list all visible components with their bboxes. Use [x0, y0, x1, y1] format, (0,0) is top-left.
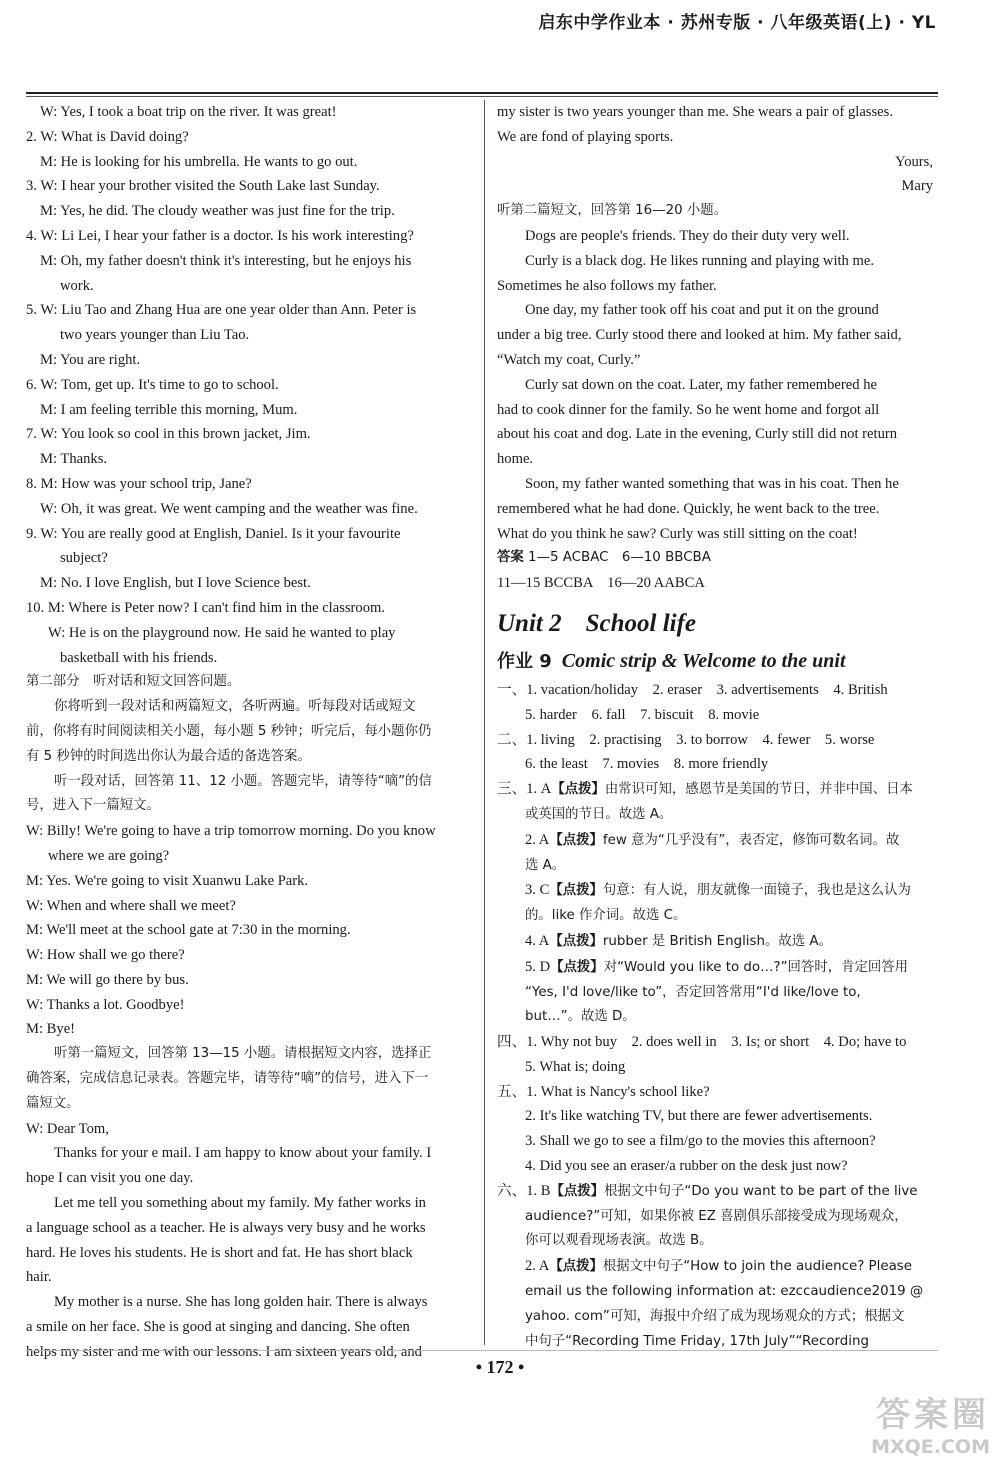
- unit-title: [497, 604, 939, 644]
- line-text: Sometimes he also follows my father.: [497, 277, 717, 294]
- answer-line: [497, 1179, 939, 1205]
- unit-name: School life: [585, 609, 697, 637]
- answer-line: [497, 878, 939, 904]
- text-line: [26, 596, 471, 621]
- line-text: Soon, my father wanted something that was in his coat. Then he: [525, 475, 899, 492]
- hint-tag: 【点拨】: [551, 782, 605, 798]
- answer-line: [497, 1229, 939, 1254]
- answer-line: [497, 1055, 939, 1080]
- line-text: M: Yes, he did. The cloudy weather was just fine for the trip.: [40, 203, 395, 220]
- text-line: [497, 274, 939, 299]
- watermark: [790, 1395, 990, 1467]
- hint-tag: 【点拨】: [550, 959, 604, 975]
- line-text: Curly sat down on the coat. Later, my father remembered he: [525, 376, 877, 393]
- line-text: subject?: [60, 550, 108, 567]
- line-text: 根据文中句子“Do you want to be part of the live: [604, 1183, 918, 1199]
- text-line: [26, 695, 471, 720]
- line-text: 听第一篇短文，回答第 13—15 小题。请根据短文内容，选择正: [54, 1046, 432, 1062]
- answer-line: [497, 854, 939, 879]
- line-text: 根据文中句子“How to join the audience? Please: [602, 1259, 913, 1275]
- answer-line-2: 11—15 BCCBA 16—20 AABCA: [497, 575, 705, 592]
- line-text: 号，进入下一篇短文。: [26, 798, 160, 814]
- right-column-passage: [497, 100, 939, 546]
- text-line: [26, 720, 471, 745]
- line-text: 2. It's like watching TV, but there are fewer advertisements.: [525, 1108, 873, 1125]
- line-text: W: Oh, it was great. We went camping and the weather was fine.: [40, 500, 418, 517]
- item-number: 3. C: [525, 882, 550, 899]
- line-text: M: We will go there by bus.: [26, 971, 189, 988]
- text-line: [26, 1241, 471, 1266]
- line-text: My mother is a nurse. She has long golden hair. There is always: [54, 1294, 428, 1311]
- text-line: [26, 497, 471, 522]
- line-text: two years younger than Liu Tao.: [60, 327, 250, 344]
- line-text: 3. Shall we go to see a film/go to the movies this afternoon?: [525, 1133, 876, 1150]
- line-text: W: Thanks a lot. Goodbye!: [26, 996, 185, 1013]
- line-text: 五、1. What is Nancy's school like?: [497, 1083, 710, 1100]
- text-line: [26, 571, 471, 596]
- text-line: [497, 224, 939, 249]
- line-text: What do you think he saw? Curly was still sitting on the coat!: [497, 525, 858, 542]
- text-line: [497, 199, 939, 224]
- line-text: hope I can visit you one day.: [26, 1170, 194, 1187]
- hint-tag: 【点拨】: [549, 1259, 603, 1275]
- line-text: 5. What is; doing: [525, 1058, 626, 1075]
- text-line: [26, 794, 471, 819]
- line-text: M: We'll meet at the school gate at 7:30 in the morning.: [26, 922, 351, 939]
- item-number: 2. A: [525, 1258, 550, 1275]
- line-text: M: I am feeling terrible this morning, Mum.: [40, 401, 298, 418]
- answer-line: [497, 1104, 939, 1129]
- line-text: We are fond of playing sports.: [497, 128, 674, 145]
- text-line: [26, 621, 471, 646]
- line-text: 二、1. living 2. practising 3. to borrow 4. fewer 5. worse: [497, 731, 875, 748]
- line-text: 6. W: Tom, get up. It's time to go to school.: [26, 376, 279, 393]
- line-text: W: Dear Tom,: [26, 1120, 109, 1137]
- line-text: helps my sister and me with our lessons. I am sixteen years old, and: [26, 1343, 422, 1360]
- text-line: [26, 844, 471, 869]
- text-line: [26, 447, 471, 472]
- line-text: Thanks for your e mail. I am happy to know about your family. I: [54, 1145, 432, 1162]
- answer-line: [497, 803, 939, 828]
- text-line: [26, 745, 471, 770]
- line-text: 8. M: How was your school trip, Jane?: [26, 475, 252, 492]
- line-text: 10. M: Where is Peter now? I can't find him in the classroom.: [26, 599, 386, 616]
- answer-line: [497, 1129, 939, 1154]
- text-line: [26, 100, 471, 125]
- text-line: [26, 298, 471, 323]
- text-line: [497, 298, 939, 323]
- line-text: M: You are right.: [40, 351, 141, 368]
- line-text: “Yes, I'd love/like to”，否定回答常用“I'd like/love to,: [525, 984, 861, 1000]
- line-text: email us the following information at: ezccaudience2019 @: [525, 1284, 924, 1300]
- text-line: [26, 993, 471, 1018]
- page-number: • 172 •: [475, 1357, 525, 1377]
- text-line: [26, 894, 471, 919]
- text-line: [497, 497, 939, 522]
- answer-line: [497, 981, 939, 1006]
- page-header: 启东中学作业本 · 苏州专版 · 八年级英语(上) · YL: [538, 13, 936, 33]
- line-text: hair.: [26, 1269, 52, 1286]
- header-rule-thin: [26, 96, 938, 97]
- line-text: 4. Did you see an eraser/a rubber on the desk just now?: [525, 1158, 848, 1175]
- line-text: 有 5 秒钟的时间选出你认为最合适的备选答案。: [26, 748, 311, 764]
- line-text: One day, my father took off his coat and put it on the ground: [525, 302, 879, 319]
- text-line: [26, 1216, 471, 1241]
- line-text: 中句子“Recording Time Friday, 17th July”“Recording: [525, 1333, 870, 1349]
- text-line: [26, 199, 471, 224]
- line-text: rubber 是 British English。故选 A。: [602, 933, 832, 949]
- answer-line: [497, 1030, 939, 1055]
- answer-text-1: 1—5 ACBAC 6—10 BBCBA: [528, 550, 711, 566]
- line-text: 篇短文。: [26, 1095, 80, 1111]
- line-text: Yours,: [895, 153, 933, 170]
- line-text: “Watch my coat, Curly.”: [497, 351, 641, 368]
- homework-label: 作业 9: [497, 650, 552, 672]
- answer-key: [497, 678, 939, 1355]
- text-line: [26, 819, 471, 844]
- answer-line: [497, 904, 939, 929]
- line-text: 5. W: Liu Tao and Zhang Hua are one year older than Ann. Peter is: [26, 302, 417, 319]
- text-line: [26, 869, 471, 894]
- line-text: W: Yes, I took a boat trip on the river. It was great!: [40, 104, 337, 120]
- answer-line: [497, 1280, 939, 1305]
- answer-line: [497, 929, 939, 955]
- line-text: 前，你将有时间阅读相关小题，每小题 5 秒钟；听完后，每小题你仍: [26, 723, 432, 739]
- line-text: where we are going?: [48, 847, 170, 864]
- text-line: [26, 1191, 471, 1216]
- text-line: [26, 1092, 471, 1117]
- text-line: [26, 1166, 471, 1191]
- answer-line: [497, 955, 939, 981]
- line-text: M: No. I love English, but I love Science best.: [40, 575, 311, 592]
- header-rule: [26, 92, 938, 94]
- hint-tag: 【点拨】: [550, 1183, 605, 1199]
- line-text: under a big tree. Curly stood there and looked at him. My father said,: [497, 327, 902, 344]
- line-text: 一、1. vacation/holiday 2. eraser 3. advertisements 4. British: [497, 681, 888, 698]
- line-text: a smile on her face. She is good at singing and dancing. She often: [26, 1319, 410, 1336]
- item-number: 2. A: [525, 831, 550, 848]
- answer-line-1: [497, 546, 939, 571]
- right-column: [497, 100, 939, 1354]
- hint-tag: 【点拨】: [549, 883, 603, 899]
- text-line: [497, 447, 939, 472]
- text-line: [497, 522, 939, 547]
- text-line: [26, 472, 471, 497]
- line-text: 或英国的节日。故选 A。: [525, 806, 673, 822]
- text-line: [26, 249, 471, 274]
- line-text: 第二部分 听对话和短文回答问题。: [26, 674, 241, 690]
- text-line: [26, 398, 471, 423]
- line-text: work.: [60, 277, 94, 294]
- line-text: 对“Would you like to do…?”回答时，肯定回答用: [603, 959, 909, 975]
- answer-line: [497, 1080, 939, 1105]
- line-text: 确答案，完成信息记录表。答题完毕，请等待“嘀”的信号，进入下一: [26, 1071, 429, 1087]
- line-text: W: Billy! We're going to have a trip tomorrow morning. Do you know: [26, 823, 436, 840]
- text-line: [497, 174, 939, 199]
- line-text: hard. He loves his students. He is short and fat. He has short black: [26, 1244, 413, 1261]
- answer-line: [497, 678, 939, 703]
- answer-line: [497, 1254, 939, 1280]
- text-line: [497, 125, 939, 150]
- text-line: [26, 1141, 471, 1166]
- hint-tag: 【点拨】: [549, 933, 603, 949]
- line-text: had to cook dinner for the family. So he went home and forgot all: [497, 401, 880, 418]
- text-line: [26, 323, 471, 348]
- line-text: 2. W: What is David doing?: [26, 128, 189, 145]
- text-line: [26, 224, 471, 249]
- line-text: 9. W: You are really good at English, Daniel. Is it your favourite: [26, 525, 401, 542]
- line-text: 听一段对话，回答第 11、12 小题。答题完毕，请等待“嘀”的信: [54, 773, 432, 789]
- line-text: Mary: [901, 178, 933, 195]
- line-text: few 意为“几乎没有”，表否定，修饰可数名词。故: [602, 832, 900, 848]
- line-text: 你将听到一段对话和两篇短文，各听两遍。听每段对话或短文: [54, 699, 416, 715]
- item-number: 5. D: [525, 958, 551, 975]
- line-text: 句意：有人说，朋友就像一面镜子，我也是这么认为: [602, 883, 911, 899]
- line-text: audience?”可知，如果你被 EZ 喜剧俱乐部接受成为现场观众，: [525, 1208, 908, 1224]
- line-text: 由常识可知，感恩节是美国的节日，并非中国、日本: [604, 782, 913, 798]
- line-text: M: Thanks.: [40, 451, 108, 468]
- line-text: 听第二篇短文，回答第 16—20 小题。: [497, 203, 728, 219]
- line-text: 3. W: I hear your brother visited the South Lake last Sunday.: [26, 178, 380, 195]
- text-line: [26, 422, 471, 447]
- text-line: [26, 373, 471, 398]
- answer-line: [497, 728, 939, 753]
- line-text: my sister is two years younger than me. She wears a pair of glasses.: [497, 104, 893, 120]
- column-divider: [484, 100, 485, 1345]
- text-line: [497, 150, 939, 175]
- left-column: [26, 100, 471, 1365]
- homework-title: [497, 644, 939, 678]
- text-line: [497, 249, 939, 274]
- answer-line: [497, 1205, 939, 1230]
- line-text: about his coat and dog. Late in the evening, Curly still did not return: [497, 426, 898, 443]
- text-line: [26, 1017, 471, 1042]
- text-line: [26, 770, 471, 795]
- answer-line: [497, 828, 939, 854]
- answer-line: [497, 703, 939, 728]
- text-line: [26, 1315, 471, 1340]
- footer-rule: [26, 1350, 938, 1351]
- line-text: remembered what he had done. Quickly, he went back to the tree.: [497, 500, 880, 517]
- line-text: a language school as a teacher. He is always very busy and he works: [26, 1219, 426, 1236]
- text-line: [497, 398, 939, 423]
- text-line: [26, 125, 471, 150]
- text-line: [26, 918, 471, 943]
- item-number: 六、1. B: [497, 1182, 551, 1199]
- text-line: [26, 1067, 471, 1092]
- line-text: 选 A。: [525, 857, 566, 873]
- line-text: M: Bye!: [26, 1021, 76, 1038]
- answer-line: [497, 752, 939, 777]
- text-line: [497, 472, 939, 497]
- text-line: [26, 274, 471, 299]
- text-line: [26, 546, 471, 571]
- line-text: 4. W: Li Lei, I hear your father is a doctor. Is his work interesting?: [26, 227, 414, 244]
- watermark-url: MXQE.COM: [871, 1436, 990, 1458]
- text-line: [26, 1290, 471, 1315]
- answer-line: [497, 1154, 939, 1179]
- item-number: 三、1. A: [497, 781, 552, 798]
- answer-line: [497, 1005, 939, 1030]
- hint-tag: 【点拨】: [549, 832, 603, 848]
- text-line: [26, 1042, 471, 1067]
- line-text: home.: [497, 451, 534, 468]
- line-text: 的。like 作介词。故选 C。: [525, 908, 687, 924]
- homework-name: Comic strip & Welcome to the unit: [561, 649, 846, 672]
- watermark-logo: 答案圈: [876, 1395, 990, 1435]
- line-text: M: Oh, my father doesn't think it's interesting, but he enjoys his: [40, 252, 412, 269]
- text-line: [497, 422, 939, 447]
- text-line: [497, 323, 939, 348]
- answer-line: [497, 777, 939, 803]
- line-text: Dogs are people's friends. They do their duty very well.: [525, 227, 850, 244]
- text-line: [26, 670, 471, 695]
- text-line: [26, 646, 471, 671]
- line-text: 四、1. Why not buy 2. does well in 3. Is; or short 4. Do; have to: [497, 1034, 907, 1051]
- line-text: W: How shall we go there?: [26, 947, 185, 964]
- text-line: [26, 943, 471, 968]
- text-line: [26, 968, 471, 993]
- line-text: but…”。故选 D。: [525, 1009, 636, 1025]
- line-text: Curly is a black dog. He likes running and playing with me.: [525, 252, 874, 269]
- text-line: [497, 100, 939, 125]
- unit-number: Unit 2: [497, 609, 562, 637]
- line-text: 5. harder 6. fall 7. biscuit 8. movie: [525, 706, 760, 723]
- answer-label: 答案: [497, 550, 524, 566]
- text-line: [26, 1117, 471, 1142]
- line-text: W: When and where shall we meet?: [26, 897, 236, 914]
- line-text: M: He is looking for his umbrella. He wants to go out.: [40, 153, 358, 170]
- text-line: [26, 1265, 471, 1290]
- item-number: 4. A: [525, 932, 550, 949]
- text-line: [26, 174, 471, 199]
- text-line: [497, 348, 939, 373]
- answer-line: [497, 1305, 939, 1330]
- line-text: 你可以观看现场表演。故选 B。: [525, 1233, 713, 1249]
- line-text: basketball with his friends.: [60, 649, 218, 666]
- text-line: [26, 522, 471, 547]
- line-text: 7. W: You look so cool in this brown jacket, Jim.: [26, 426, 311, 443]
- text-line: [26, 150, 471, 175]
- text-line: [497, 373, 939, 398]
- line-text: 6. the least 7. movies 8. more friendly: [525, 756, 769, 773]
- line-text: M: Yes. We're going to visit Xuanwu Lake Park.: [26, 872, 309, 889]
- line-text: W: He is on the playground now. He said he wanted to play: [48, 624, 396, 641]
- line-text: Let me tell you something about my family. My father works in: [54, 1195, 426, 1212]
- line-text: yahoo. com”可知，海报中介绍了成为现场观众的方式；根据文: [525, 1308, 905, 1324]
- text-line: [26, 348, 471, 373]
